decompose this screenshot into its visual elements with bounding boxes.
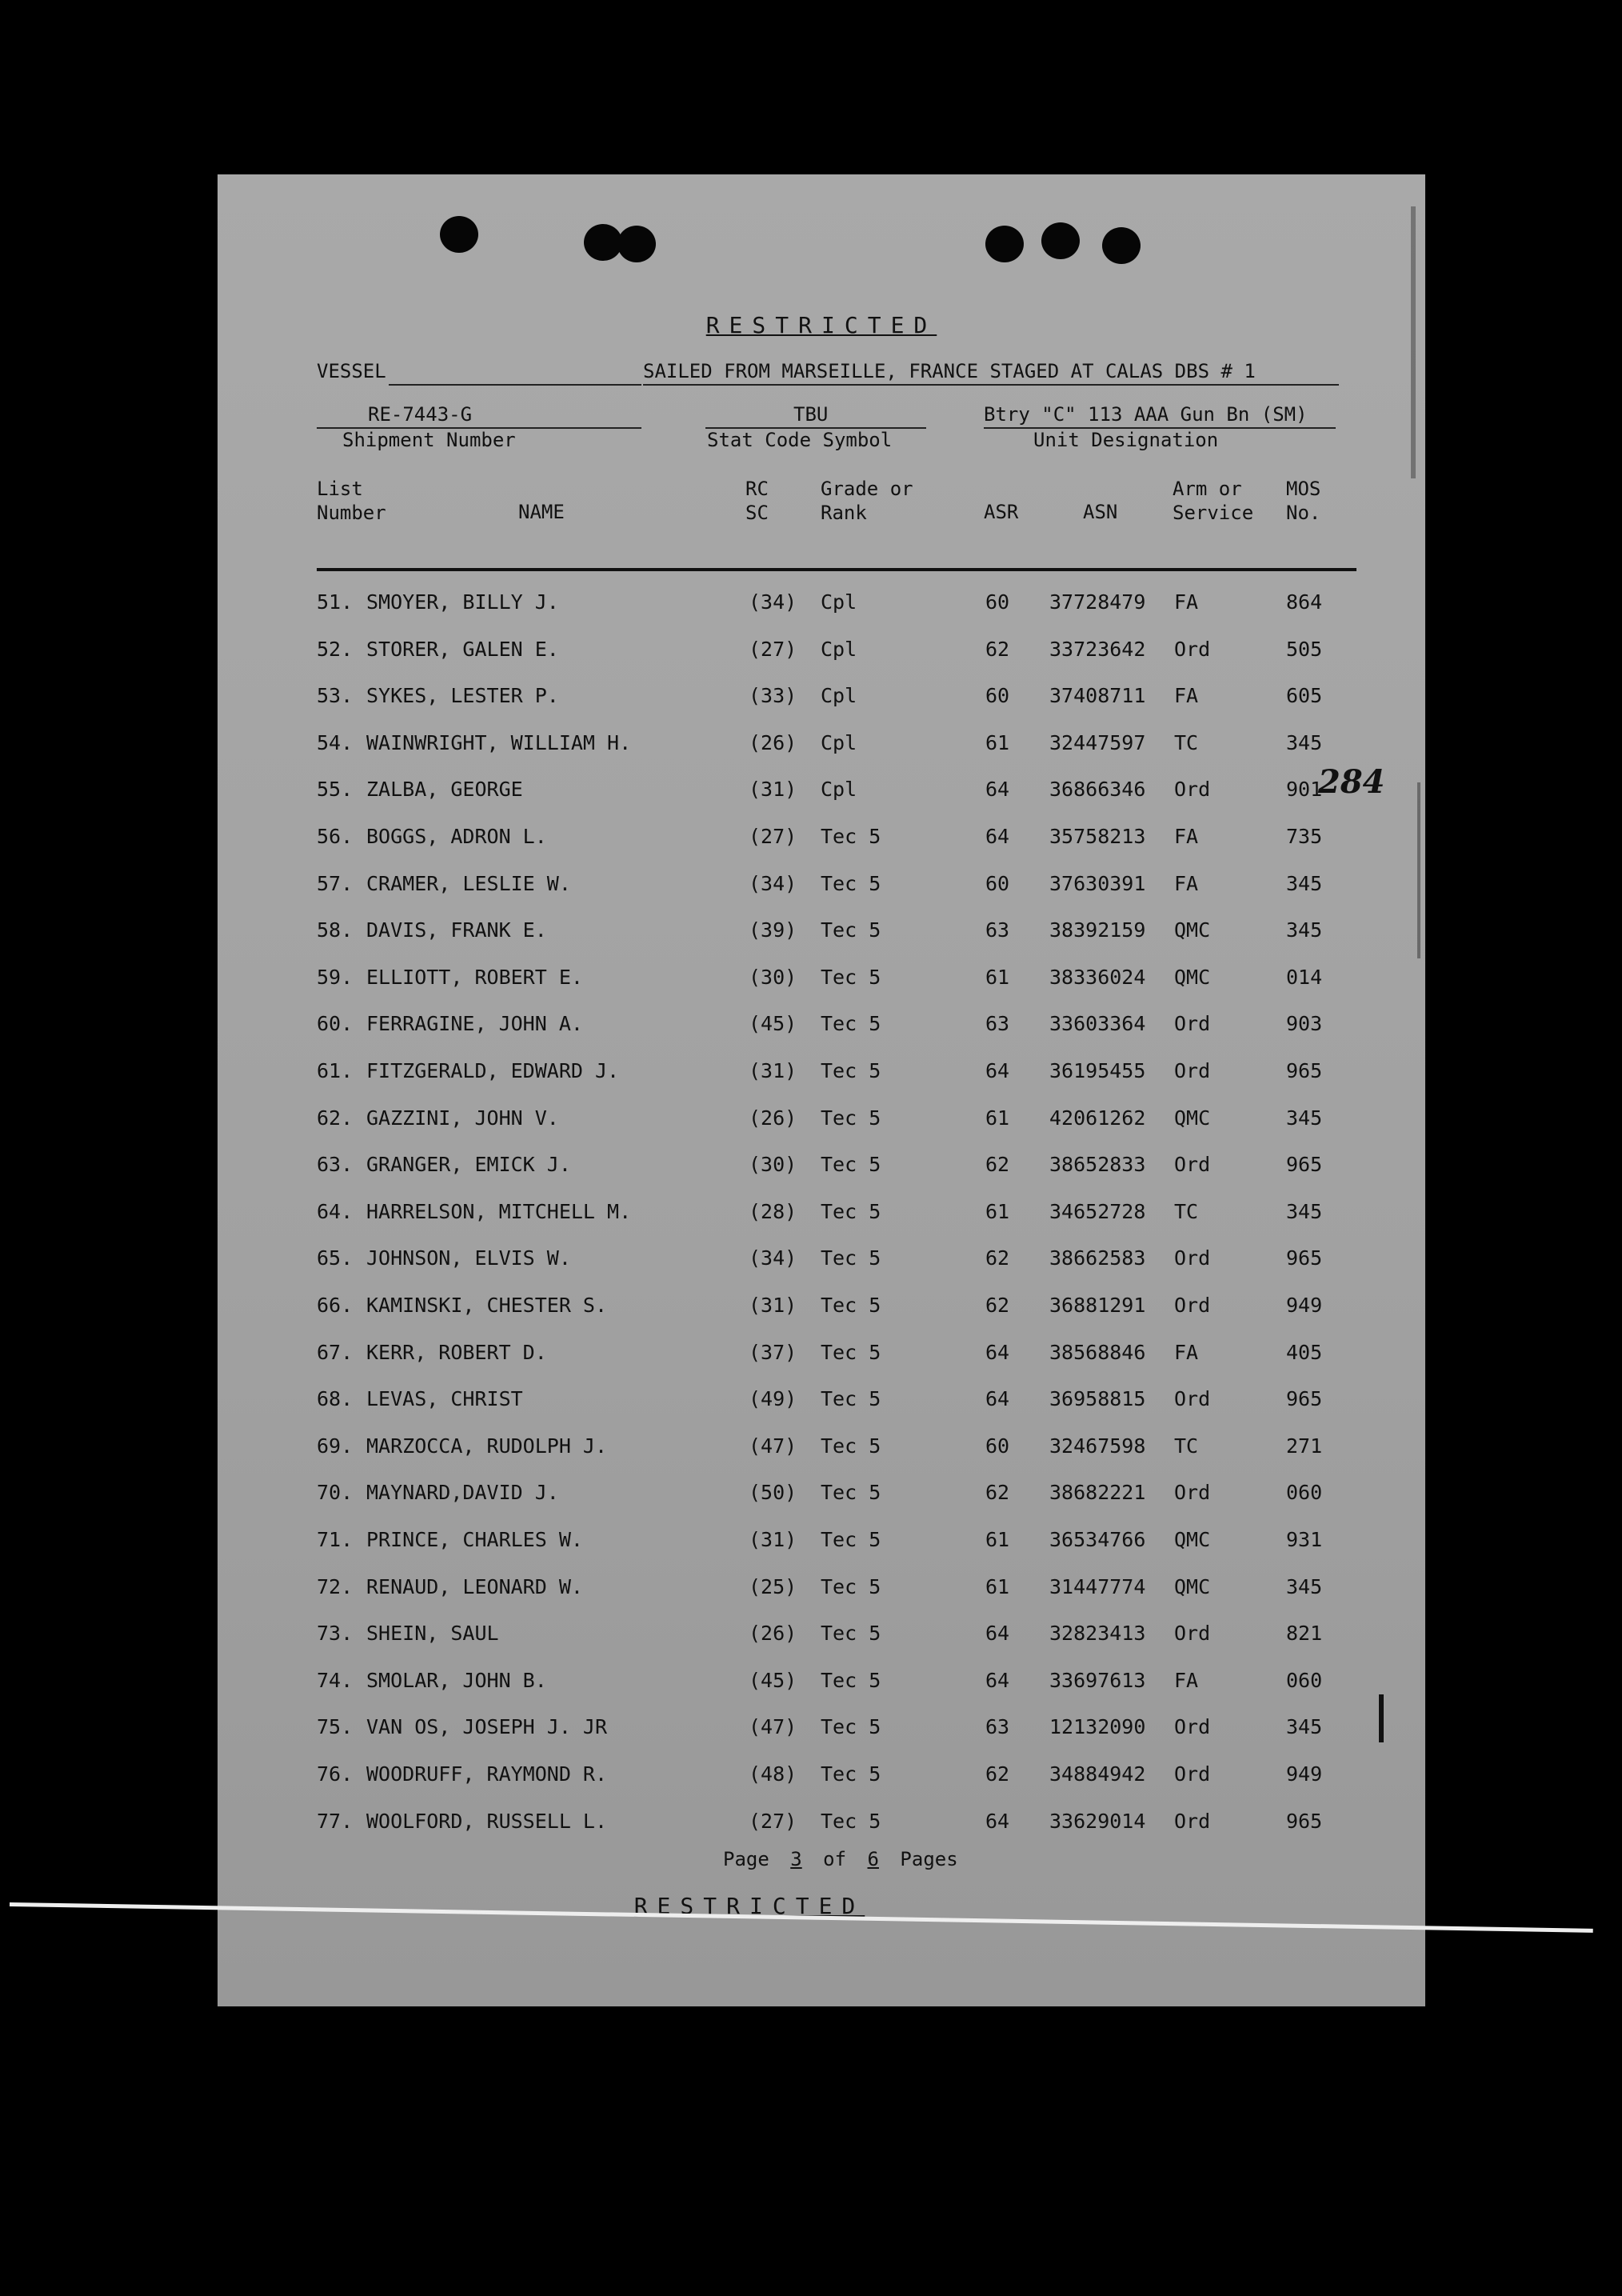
col-asn: ASN — [1083, 501, 1118, 523]
cell-asr: 61 — [985, 730, 1010, 754]
cell-rc-sc: (34) — [749, 871, 797, 895]
cell-rc-sc: (31) — [749, 1294, 797, 1317]
table-row — [218, 638, 1425, 670]
cell-mos: 864 — [1286, 590, 1323, 614]
cell-list-number: 70. — [317, 1481, 354, 1505]
of-word: of — [823, 1848, 847, 1870]
cell-grade: Tec 5 — [821, 1199, 881, 1223]
cell-asn: 32447597 — [1049, 730, 1146, 754]
cell-list-number: 64. — [317, 1199, 354, 1223]
document-page — [218, 174, 1425, 2006]
cell-list-number: 56. — [317, 825, 354, 848]
cell-asr: 64 — [985, 1387, 1010, 1411]
cell-mos: 965 — [1286, 1153, 1323, 1177]
col-list-number — [317, 477, 386, 525]
cell-asr: 60 — [985, 590, 1010, 614]
cell-rc-sc: (31) — [749, 1059, 797, 1082]
handwritten-number: 284 — [1318, 763, 1385, 801]
cell-rc-sc: (39) — [749, 918, 797, 942]
table-row — [218, 590, 1425, 622]
cell-rc-sc: (31) — [749, 1528, 797, 1551]
cell-asn: 37630391 — [1049, 871, 1146, 895]
cell-rc-sc: (47) — [749, 1715, 797, 1739]
cell-name: VAN OS, JOSEPH J. JR — [366, 1715, 608, 1739]
cell-mos: 605 — [1286, 684, 1323, 708]
col-arm-line1: Arm or — [1173, 478, 1242, 500]
cell-grade: Tec 5 — [821, 871, 881, 895]
cell-rc-sc: (47) — [749, 1434, 797, 1458]
stat-code: TBU — [793, 403, 829, 426]
cell-name: FITZGERALD, EDWARD J. — [366, 1059, 620, 1082]
page-number: 3 — [790, 1848, 802, 1870]
cell-rc-sc: (31) — [749, 778, 797, 802]
cell-name: SMOLAR, JOHN B. — [366, 1668, 547, 1692]
cell-mos: 345 — [1286, 1106, 1323, 1130]
table-row — [218, 1012, 1425, 1044]
cell-grade: Cpl — [821, 590, 857, 614]
col-grade-line1: Grade or — [821, 478, 913, 500]
cell-mos: 345 — [1286, 918, 1323, 942]
pages-word: Pages — [900, 1848, 958, 1870]
col-grade-line2: Rank — [821, 502, 867, 524]
table-row — [218, 825, 1425, 857]
page-indicator — [723, 1848, 958, 1870]
table-row — [218, 1622, 1425, 1654]
cell-name: RENAUD, LEONARD W. — [366, 1574, 583, 1598]
cell-arm-service: TC — [1174, 730, 1199, 754]
cell-name: SYKES, LESTER P. — [366, 684, 559, 708]
cell-list-number: 76. — [317, 1762, 354, 1786]
cell-grade: Cpl — [821, 778, 857, 802]
cell-mos: 931 — [1286, 1528, 1323, 1551]
cell-asn: 38392159 — [1049, 918, 1146, 942]
cell-name: HARRELSON, MITCHELL M. — [366, 1199, 632, 1223]
cell-name: KAMINSKI, CHESTER S. — [366, 1294, 608, 1317]
col-mos-line2: No. — [1286, 502, 1321, 524]
cell-asn: 36958815 — [1049, 1387, 1146, 1411]
cell-rc-sc: (25) — [749, 1574, 797, 1598]
edge-stain — [1417, 782, 1420, 958]
cell-grade: Tec 5 — [821, 1106, 881, 1130]
cell-list-number: 67. — [317, 1340, 354, 1364]
cell-rc-sc: (28) — [749, 1199, 797, 1223]
cell-rc-sc: (34) — [749, 1246, 797, 1270]
cell-rc-sc: (26) — [749, 1106, 797, 1130]
cell-asr: 60 — [985, 684, 1010, 708]
cell-name: WOOLFORD, RUSSELL L. — [366, 1809, 608, 1833]
cell-arm-service: FA — [1174, 590, 1199, 614]
col-arm-service — [1173, 477, 1253, 525]
restricted-footer: RESTRICTED — [633, 1893, 865, 1919]
cell-grade: Tec 5 — [821, 1622, 881, 1646]
cell-rc-sc: (30) — [749, 965, 797, 989]
cell-arm-service: Ord — [1174, 1809, 1211, 1833]
col-name: NAME — [518, 501, 565, 523]
cell-list-number: 62. — [317, 1106, 354, 1130]
cell-arm-service: TC — [1174, 1199, 1199, 1223]
cell-asn: 36195455 — [1049, 1059, 1146, 1082]
table-row — [218, 1246, 1425, 1278]
cell-mos: 505 — [1286, 637, 1323, 661]
sailed-from-text: SAILED FROM MARSEILLE, FRANCE STAGED AT CALAS DBS # 1 — [643, 360, 1256, 382]
table-row — [218, 1153, 1425, 1185]
col-asr: ASR — [984, 501, 1019, 523]
cell-asr: 63 — [985, 1715, 1010, 1739]
cell-arm-service: FA — [1174, 684, 1199, 708]
cell-grade: Tec 5 — [821, 1246, 881, 1270]
cell-asr: 61 — [985, 1199, 1010, 1223]
cell-grade: Tec 5 — [821, 1715, 881, 1739]
cell-grade: Tec 5 — [821, 1059, 881, 1082]
cell-arm-service: FA — [1174, 1668, 1199, 1692]
cell-name: SHEIN, SAUL — [366, 1622, 499, 1646]
shipment-number-label: Shipment Number — [342, 429, 516, 451]
cell-grade: Tec 5 — [821, 1528, 881, 1551]
cell-rc-sc: (48) — [749, 1762, 797, 1786]
cell-mos: 965 — [1286, 1387, 1323, 1411]
cell-asn: 35758213 — [1049, 825, 1146, 848]
cell-grade: Tec 5 — [821, 1294, 881, 1317]
cell-arm-service: TC — [1174, 1434, 1199, 1458]
cell-grade: Cpl — [821, 730, 857, 754]
cell-rc-sc: (30) — [749, 1153, 797, 1177]
cell-grade: Tec 5 — [821, 965, 881, 989]
cell-arm-service: QMC — [1174, 965, 1211, 989]
cell-mos: 949 — [1286, 1762, 1323, 1786]
cell-name: DAVIS, FRANK E. — [366, 918, 547, 942]
cell-arm-service: QMC — [1174, 918, 1211, 942]
vessel-underline — [389, 384, 641, 386]
cell-list-number: 77. — [317, 1809, 354, 1833]
col-grade-rank — [821, 477, 913, 525]
table-row — [218, 1669, 1425, 1701]
cell-grade: Tec 5 — [821, 1434, 881, 1458]
cell-arm-service: Ord — [1174, 1153, 1211, 1177]
cell-list-number: 61. — [317, 1059, 354, 1082]
cell-grade: Cpl — [821, 637, 857, 661]
cell-rc-sc: (27) — [749, 637, 797, 661]
cell-arm-service: Ord — [1174, 1481, 1211, 1505]
cell-arm-service: Ord — [1174, 1715, 1211, 1739]
cell-rc-sc: (37) — [749, 1340, 797, 1364]
cell-asn: 12132090 — [1049, 1715, 1146, 1739]
cell-mos: 060 — [1286, 1481, 1323, 1505]
sailed-underline — [643, 384, 1339, 386]
col-rc-line1: RC — [745, 478, 769, 500]
cell-grade: Tec 5 — [821, 825, 881, 848]
punch-hole — [584, 224, 622, 261]
cell-list-number: 57. — [317, 871, 354, 895]
cell-arm-service: Ord — [1174, 1294, 1211, 1317]
cell-mos: 345 — [1286, 1715, 1323, 1739]
cell-mos: 735 — [1286, 825, 1323, 848]
cell-mos: 345 — [1286, 1574, 1323, 1598]
cell-grade: Tec 5 — [821, 1809, 881, 1833]
cell-list-number: 59. — [317, 965, 354, 989]
cell-grade: Tec 5 — [821, 1340, 881, 1364]
cell-asr: 62 — [985, 1246, 1010, 1270]
cell-arm-service: QMC — [1174, 1528, 1211, 1551]
cell-arm-service: Ord — [1174, 637, 1211, 661]
cell-asn: 33629014 — [1049, 1809, 1146, 1833]
cell-list-number: 68. — [317, 1387, 354, 1411]
table-row — [218, 1810, 1425, 1842]
table-row — [218, 1762, 1425, 1794]
cell-asr: 62 — [985, 1153, 1010, 1177]
cell-asn: 37728479 — [1049, 590, 1146, 614]
cell-asn: 31447774 — [1049, 1574, 1146, 1598]
cell-list-number: 69. — [317, 1434, 354, 1458]
cell-grade: Tec 5 — [821, 1387, 881, 1411]
cell-asn: 36866346 — [1049, 778, 1146, 802]
cell-mos: 345 — [1286, 1199, 1323, 1223]
cell-list-number: 71. — [317, 1528, 354, 1551]
cell-arm-service: Ord — [1174, 1246, 1211, 1270]
cell-grade: Tec 5 — [821, 1668, 881, 1692]
cell-asn: 33697613 — [1049, 1668, 1146, 1692]
cell-asn: 37408711 — [1049, 684, 1146, 708]
cell-name: MARZOCCA, RUDOLPH J. — [366, 1434, 608, 1458]
cell-asr: 61 — [985, 1528, 1010, 1551]
cell-list-number: 55. — [317, 778, 354, 802]
cell-list-number: 52. — [317, 637, 354, 661]
vessel-label: VESSEL — [317, 360, 386, 382]
cell-arm-service: Ord — [1174, 1762, 1211, 1786]
cell-list-number: 73. — [317, 1622, 354, 1646]
cell-list-number: 63. — [317, 1153, 354, 1177]
col-list-line1: List — [317, 478, 363, 500]
cell-asr: 60 — [985, 1434, 1010, 1458]
cell-asn: 33603364 — [1049, 1012, 1146, 1036]
cell-name: GRANGER, EMICK J. — [366, 1153, 571, 1177]
stat-code-label: Stat Code Symbol — [707, 429, 893, 451]
cell-rc-sc: (45) — [749, 1668, 797, 1692]
cell-mos: 405 — [1286, 1340, 1323, 1364]
cell-name: WOODRUFF, RAYMOND R. — [366, 1762, 608, 1786]
cell-list-number: 75. — [317, 1715, 354, 1739]
shipment-number: RE-7443-G — [368, 403, 473, 426]
cell-asr: 61 — [985, 1106, 1010, 1130]
cell-name: FERRAGINE, JOHN A. — [366, 1012, 583, 1036]
table-row — [218, 1387, 1425, 1419]
cell-arm-service: Ord — [1174, 1012, 1211, 1036]
cell-asr: 61 — [985, 965, 1010, 989]
cell-arm-service: Ord — [1174, 1622, 1211, 1646]
total-pages: 6 — [867, 1848, 879, 1870]
col-mos — [1286, 477, 1320, 525]
cell-mos: 965 — [1286, 1246, 1323, 1270]
cell-asn: 36534766 — [1049, 1528, 1146, 1551]
cell-asn: 38336024 — [1049, 965, 1146, 989]
cell-asr: 63 — [985, 1012, 1010, 1036]
cell-asr: 64 — [985, 1668, 1010, 1692]
unit-designation: Btry "C" 113 AAA Gun Bn (SM) — [984, 403, 1308, 426]
cell-mos: 014 — [1286, 965, 1323, 989]
cell-arm-service: FA — [1174, 825, 1199, 848]
cell-rc-sc: (26) — [749, 730, 797, 754]
col-list-line2: Number — [317, 502, 386, 524]
cell-name: SMOYER, BILLY J. — [366, 590, 559, 614]
col-rc-line2: SC — [745, 502, 769, 524]
cell-name: WAINWRIGHT, WILLIAM H. — [366, 730, 632, 754]
cell-arm-service: Ord — [1174, 778, 1211, 802]
cell-mos: 271 — [1286, 1434, 1323, 1458]
cell-name: KERR, ROBERT D. — [366, 1340, 547, 1364]
cell-asn: 38662583 — [1049, 1246, 1146, 1270]
table-row — [218, 1528, 1425, 1560]
cell-asr: 64 — [985, 778, 1010, 802]
cell-mos: 903 — [1286, 1012, 1323, 1036]
col-arm-line2: Service — [1173, 502, 1254, 524]
cell-list-number: 58. — [317, 918, 354, 942]
cell-grade: Cpl — [821, 684, 857, 708]
cell-name: STORER, GALEN E. — [366, 637, 559, 661]
cell-list-number: 72. — [317, 1574, 354, 1598]
col-rc-sc — [745, 477, 769, 525]
cell-list-number: 54. — [317, 730, 354, 754]
table-row — [218, 918, 1425, 950]
table-row — [218, 1106, 1425, 1138]
punch-hole — [617, 226, 656, 262]
cell-name: JOHNSON, ELVIS W. — [366, 1246, 571, 1270]
cell-mos: 060 — [1286, 1668, 1323, 1692]
unit-designation-label: Unit Designation — [1033, 429, 1219, 451]
col-mos-line1: MOS — [1286, 478, 1321, 500]
cell-asn: 38568846 — [1049, 1340, 1146, 1364]
cell-asr: 60 — [985, 871, 1010, 895]
table-row — [218, 1200, 1425, 1232]
table-row — [218, 872, 1425, 904]
cell-name: PRINCE, CHARLES W. — [366, 1528, 583, 1551]
cell-asr: 64 — [985, 1809, 1010, 1833]
cell-asr: 63 — [985, 918, 1010, 942]
punch-hole — [1041, 222, 1080, 259]
page-word: Page — [723, 1848, 769, 1870]
cell-rc-sc: (50) — [749, 1481, 797, 1505]
cell-list-number: 66. — [317, 1294, 354, 1317]
punch-hole — [1102, 227, 1141, 264]
cell-asr: 64 — [985, 1622, 1010, 1646]
cell-mos: 345 — [1286, 871, 1323, 895]
table-row — [218, 966, 1425, 998]
cell-asr: 62 — [985, 637, 1010, 661]
table-row — [218, 1715, 1425, 1747]
cell-asn: 42061262 — [1049, 1106, 1146, 1130]
cell-name: ZALBA, GEORGE — [366, 778, 523, 802]
cell-asn: 32467598 — [1049, 1434, 1146, 1458]
table-row — [218, 1059, 1425, 1091]
cell-rc-sc: (49) — [749, 1387, 797, 1411]
punch-hole — [440, 216, 478, 253]
cell-grade: Tec 5 — [821, 918, 881, 942]
cell-mos: 345 — [1286, 730, 1323, 754]
cell-list-number: 60. — [317, 1012, 354, 1036]
cell-asr: 64 — [985, 825, 1010, 848]
table-row — [218, 1341, 1425, 1373]
cell-list-number: 51. — [317, 590, 354, 614]
table-row — [218, 1434, 1425, 1466]
cell-asr: 62 — [985, 1762, 1010, 1786]
cell-asn: 38652833 — [1049, 1153, 1146, 1177]
cell-asr: 61 — [985, 1574, 1010, 1598]
header-divider — [317, 568, 1356, 571]
cell-grade: Tec 5 — [821, 1012, 881, 1036]
table-row — [218, 684, 1425, 716]
cell-name: LEVAS, CHRIST — [366, 1387, 523, 1411]
cell-asn: 32823413 — [1049, 1622, 1146, 1646]
cell-grade: Tec 5 — [821, 1153, 881, 1177]
cell-asn: 36881291 — [1049, 1294, 1146, 1317]
cell-mos: 821 — [1286, 1622, 1323, 1646]
cell-mos: 949 — [1286, 1294, 1323, 1317]
cell-list-number: 74. — [317, 1668, 354, 1692]
cell-asn: 34884942 — [1049, 1762, 1146, 1786]
cell-grade: Tec 5 — [821, 1762, 881, 1786]
edge-stain — [1411, 206, 1416, 478]
table-row — [218, 1575, 1425, 1607]
cell-name: GAZZINI, JOHN V. — [366, 1106, 559, 1130]
cell-mos: 965 — [1286, 1809, 1323, 1833]
cell-name: MAYNARD,DAVID J. — [366, 1481, 559, 1505]
cell-name: BOGGS, ADRON L. — [366, 825, 547, 848]
cell-arm-service: QMC — [1174, 1106, 1211, 1130]
cell-arm-service: FA — [1174, 1340, 1199, 1364]
cell-asr: 62 — [985, 1481, 1010, 1505]
cell-list-number: 53. — [317, 684, 354, 708]
cell-list-number: 65. — [317, 1246, 354, 1270]
cell-grade: Tec 5 — [821, 1481, 881, 1505]
edge-stain — [1379, 1694, 1384, 1742]
cell-asr: 64 — [985, 1059, 1010, 1082]
cell-mos: 965 — [1286, 1059, 1323, 1082]
cell-rc-sc: (34) — [749, 590, 797, 614]
table-row — [218, 1294, 1425, 1326]
cell-rc-sc: (45) — [749, 1012, 797, 1036]
cell-asn: 34652728 — [1049, 1199, 1146, 1223]
cell-arm-service: Ord — [1174, 1059, 1211, 1082]
cell-arm-service: QMC — [1174, 1574, 1211, 1598]
cell-asr: 64 — [985, 1340, 1010, 1364]
cell-name: ELLIOTT, ROBERT E. — [366, 965, 583, 989]
table-row — [218, 1481, 1425, 1513]
cell-asn: 38682221 — [1049, 1481, 1146, 1505]
cell-rc-sc: (33) — [749, 684, 797, 708]
table-row — [218, 778, 1425, 810]
cell-asr: 62 — [985, 1294, 1010, 1317]
cell-asn: 33723642 — [1049, 637, 1146, 661]
punch-hole — [985, 226, 1024, 262]
cell-mos: 901 — [1286, 778, 1323, 802]
table-row — [218, 731, 1425, 763]
cell-name: CRAMER, LESLIE W. — [366, 871, 571, 895]
cell-rc-sc: (27) — [749, 825, 797, 848]
cell-arm-service: Ord — [1174, 1387, 1211, 1411]
cell-rc-sc: (27) — [749, 1809, 797, 1833]
cell-arm-service: FA — [1174, 871, 1199, 895]
restricted-heading: RESTRICTED — [705, 312, 937, 338]
cell-rc-sc: (26) — [749, 1622, 797, 1646]
cell-grade: Tec 5 — [821, 1574, 881, 1598]
